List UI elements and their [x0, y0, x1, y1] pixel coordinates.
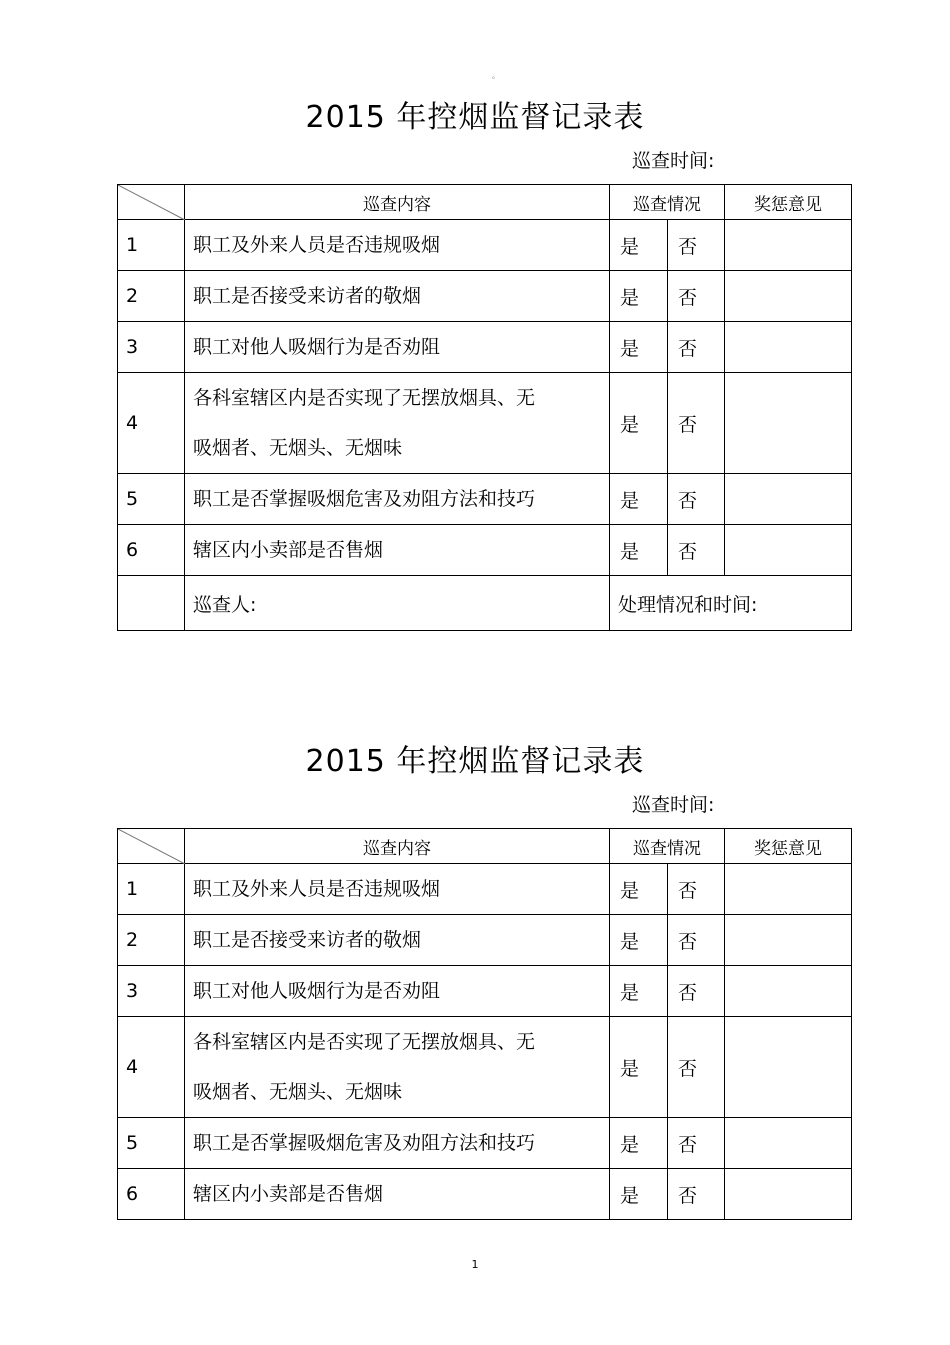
table-row — [118, 915, 852, 966]
opinion-cell — [725, 525, 852, 576]
table-row — [118, 322, 852, 373]
table-row — [118, 1118, 852, 1169]
row-item — [185, 966, 610, 1017]
diagonal-corner-cell — [118, 829, 185, 864]
yes-option: 是 — [610, 1017, 668, 1118]
handling-label: 处理情况和时间: — [610, 576, 852, 631]
yes-option: 是 — [610, 373, 668, 474]
row-number: 6 — [118, 525, 185, 576]
row-number: 2 — [118, 271, 185, 322]
opinion-cell — [725, 1169, 852, 1220]
header-content: 巡查内容 — [185, 185, 610, 220]
opinion-cell — [725, 220, 852, 271]
row-item-line: 吸烟者、无烟头、无烟味 — [193, 437, 403, 459]
table-row — [118, 525, 852, 576]
yes-option: 是 — [610, 864, 668, 915]
opinion-cell — [725, 1017, 852, 1118]
table-row — [118, 373, 852, 474]
row-number: 2 — [118, 915, 185, 966]
row-item-line: 辖区内小卖部是否售烟 — [193, 539, 384, 561]
row-item-line: 各科室辖区内是否实现了无摆放烟具、无 — [193, 1031, 536, 1053]
yes-option: 是 — [610, 1118, 668, 1169]
row-item-line: 职工对他人吸烟行为是否劝阻 — [193, 980, 441, 1002]
diagonal-line — [118, 829, 185, 864]
yes-option: 是 — [610, 966, 668, 1017]
opinion-cell — [725, 322, 852, 373]
inspection-time-label: 巡查时间: — [632, 150, 715, 172]
inspection-time-label: 巡查时间: — [632, 794, 715, 816]
row-item — [185, 864, 610, 915]
row-item-line: 职工是否接受来访者的敬烟 — [193, 929, 422, 951]
no-option: 否 — [668, 1169, 725, 1220]
no-option: 否 — [668, 474, 725, 525]
footer-empty-cell — [118, 576, 185, 631]
inspector-label: 巡查人: — [185, 576, 610, 631]
row-number: 5 — [118, 1118, 185, 1169]
no-option: 否 — [668, 220, 725, 271]
yes-option: 是 — [610, 322, 668, 373]
table-row — [118, 474, 852, 525]
table-header-row — [118, 185, 852, 220]
row-item — [185, 1169, 610, 1220]
no-option: 否 — [668, 322, 725, 373]
yes-option: 是 — [610, 525, 668, 576]
row-number: 1 — [118, 220, 185, 271]
table-row — [118, 864, 852, 915]
row-item-line: 职工及外来人员是否违规吸烟 — [193, 234, 441, 256]
row-item-line: 辖区内小卖部是否售烟 — [193, 1183, 384, 1205]
row-number: 4 — [118, 373, 185, 474]
diagonal-line — [118, 185, 185, 220]
opinion-cell — [725, 1118, 852, 1169]
row-number: 3 — [118, 322, 185, 373]
no-option: 否 — [668, 1118, 725, 1169]
header-content: 巡查内容 — [185, 829, 610, 864]
table-footer-row — [118, 576, 852, 631]
table-row — [118, 271, 852, 322]
header-opinion: 奖惩意见 — [725, 185, 852, 220]
row-item — [185, 915, 610, 966]
table-header-row — [118, 829, 852, 864]
yes-option: 是 — [610, 220, 668, 271]
table-row — [118, 1017, 852, 1118]
opinion-cell — [725, 966, 852, 1017]
inspection-record-table — [117, 828, 852, 1220]
row-item-line: 职工对他人吸烟行为是否劝阻 — [193, 336, 441, 358]
row-item — [185, 474, 610, 525]
row-item — [185, 322, 610, 373]
row-item-line: 职工及外来人员是否违规吸烟 — [193, 878, 441, 900]
row-item-line: 职工是否掌握吸烟危害及劝阻方法和技巧 — [193, 488, 536, 510]
opinion-cell — [725, 373, 852, 474]
table-row — [118, 220, 852, 271]
row-item — [185, 1118, 610, 1169]
no-option: 否 — [668, 373, 725, 474]
header-opinion: 奖惩意见 — [725, 829, 852, 864]
opinion-cell — [725, 474, 852, 525]
row-number: 3 — [118, 966, 185, 1017]
no-option: 否 — [668, 1017, 725, 1118]
form-title: 2015 年控烟监督记录表 — [305, 100, 645, 135]
yes-option: 是 — [610, 271, 668, 322]
page-number: 1 — [471, 1258, 479, 1271]
opinion-cell — [725, 271, 852, 322]
row-item-line: 各科室辖区内是否实现了无摆放烟具、无 — [193, 387, 536, 409]
header-status: 巡查情况 — [610, 829, 725, 864]
no-option: 否 — [668, 864, 725, 915]
no-option: 否 — [668, 525, 725, 576]
no-option: 否 — [668, 966, 725, 1017]
yes-option: 是 — [610, 915, 668, 966]
top-marker: 。 — [492, 71, 500, 80]
opinion-cell — [725, 864, 852, 915]
row-number: 4 — [118, 1017, 185, 1118]
row-item-line: 吸烟者、无烟头、无烟味 — [193, 1081, 403, 1103]
row-number: 1 — [118, 864, 185, 915]
row-item-line: 职工是否接受来访者的敬烟 — [193, 285, 422, 307]
row-item — [185, 373, 610, 474]
yes-option: 是 — [610, 474, 668, 525]
row-number: 6 — [118, 1169, 185, 1220]
row-item — [185, 1017, 610, 1118]
yes-option: 是 — [610, 1169, 668, 1220]
diagonal-corner-cell — [118, 185, 185, 220]
row-item-line: 职工是否掌握吸烟危害及劝阻方法和技巧 — [193, 1132, 536, 1154]
table-row — [118, 1169, 852, 1220]
opinion-cell — [725, 915, 852, 966]
no-option: 否 — [668, 915, 725, 966]
header-status: 巡查情况 — [610, 185, 725, 220]
row-item — [185, 220, 610, 271]
table-row — [118, 966, 852, 1017]
row-item — [185, 525, 610, 576]
row-item — [185, 271, 610, 322]
form-title: 2015 年控烟监督记录表 — [305, 744, 645, 779]
row-number: 5 — [118, 474, 185, 525]
inspection-record-table — [117, 184, 852, 631]
no-option: 否 — [668, 271, 725, 322]
